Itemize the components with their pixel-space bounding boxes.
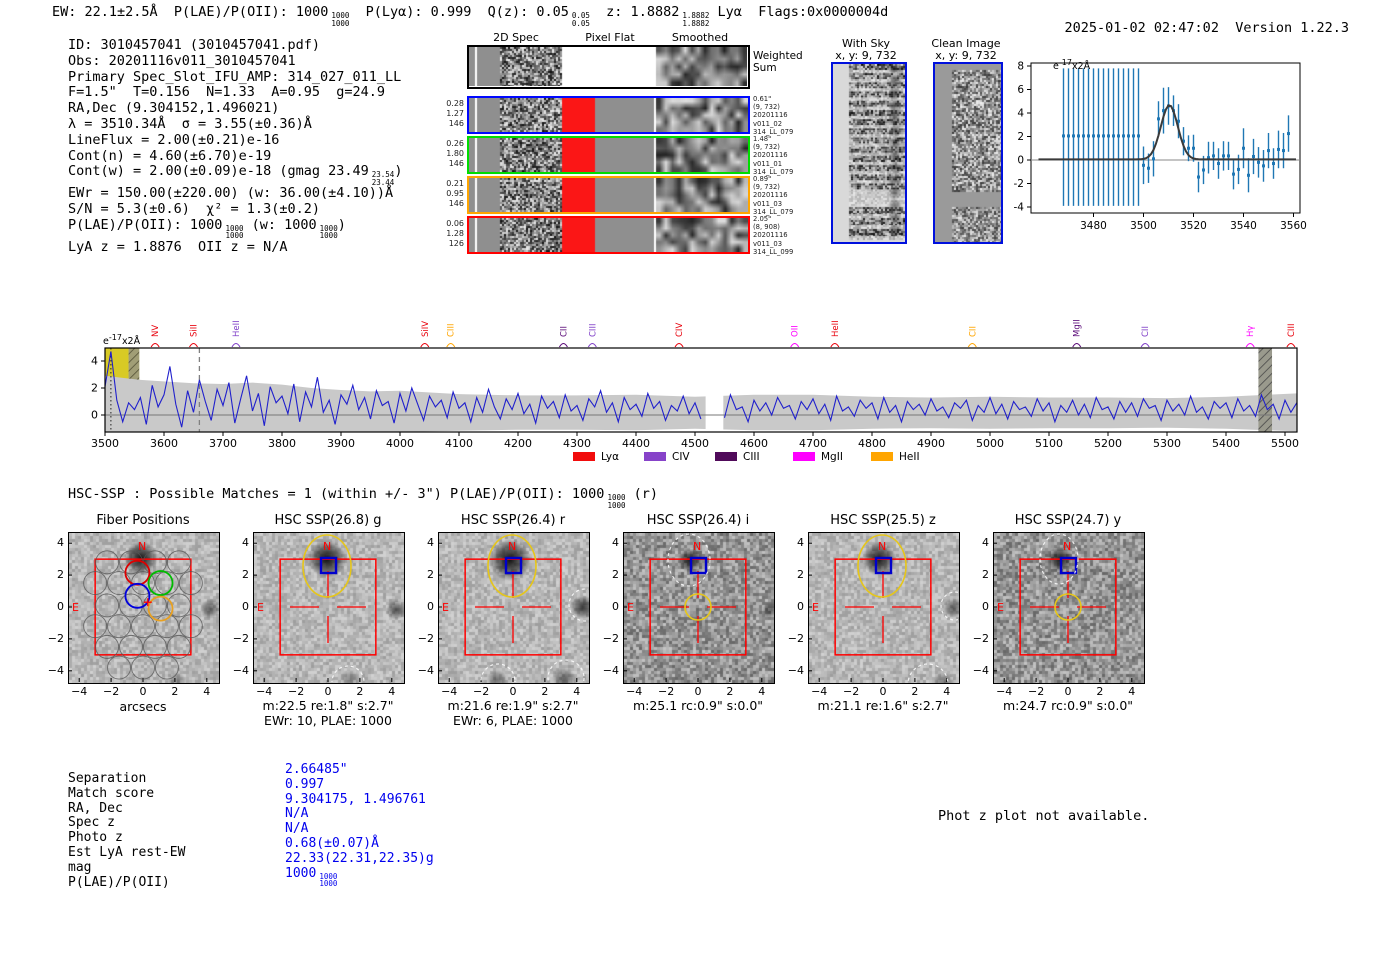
svg-text:N: N — [1063, 540, 1072, 553]
cutout-ytick: 4 — [242, 536, 249, 550]
svg-text:HeII: HeII — [231, 320, 242, 337]
cutout-overlay — [808, 532, 958, 682]
spec2d-header-smoothed: Smoothed — [671, 31, 729, 44]
match-table-value: N/A — [285, 821, 309, 837]
match-table-label: Est LyA rest-EW — [68, 844, 186, 860]
svg-text:3560: 3560 — [1280, 220, 1307, 232]
cutout-title: HSC SSP(26.4) r — [460, 513, 566, 528]
match-table-label: Photo z — [68, 830, 123, 846]
spec2d-row-right-label: 2.05" (8, 908) 20201116 v011_03 314_LL_099 — [753, 215, 794, 256]
svg-text:E: E — [812, 601, 819, 614]
svg-text:3900: 3900 — [327, 437, 355, 450]
svg-text:8: 8 — [1017, 60, 1024, 73]
cutout-xtick: 0 — [509, 685, 517, 698]
svg-text:E: E — [257, 601, 264, 614]
spec2d-header-pixelflat: Pixel Flat — [585, 31, 635, 44]
cutout-ytick: −2 — [47, 631, 64, 645]
svg-text:5400: 5400 — [1212, 437, 1240, 450]
cutout-ytick: 0 — [427, 600, 434, 613]
spec2d-header-2dspec: 2D Spec — [493, 31, 539, 44]
cutout-ytick: 4 — [612, 536, 619, 550]
cutout-ytick: −2 — [972, 631, 989, 645]
cutout-xtick: −2 — [472, 685, 490, 698]
match-table-label: Separation — [68, 771, 147, 786]
withsky-image — [831, 62, 907, 244]
svg-text:4: 4 — [1017, 107, 1024, 120]
cutout-ytick: 4 — [797, 536, 804, 550]
cutout-overlay — [253, 532, 403, 682]
cutout-xtick: 0 — [139, 685, 147, 698]
match-table-value: 0.997 — [285, 776, 325, 792]
spec2d-row — [467, 96, 750, 134]
match-table-value: N/A — [285, 806, 309, 822]
cutout-overlay — [438, 532, 588, 682]
spec2d-weighted-image — [469, 47, 747, 86]
cutout-xtick: −4 — [441, 685, 458, 698]
svg-text:4500: 4500 — [681, 437, 709, 450]
info-line: EWr = 150.00(±220.00) (w: 36.00(±4.10))Å — [68, 185, 394, 202]
svg-text:-4: -4 — [1013, 201, 1024, 214]
info-line: LyA z = 1.8876 OII z = N/A — [68, 238, 288, 255]
cutout-xtick: 2 — [911, 685, 919, 698]
detection-info-block — [68, 38, 402, 256]
cutout-title: HSC SSP(26.4) i — [646, 513, 750, 528]
full-spectrum-plot — [60, 295, 1350, 470]
svg-text:4800: 4800 — [858, 437, 886, 450]
svg-text:4000: 4000 — [386, 437, 414, 450]
match-table-label: RA, Dec — [68, 800, 123, 816]
cutout-xtick: 2 — [1096, 685, 1104, 698]
cutout-xtick: −4 — [996, 685, 1013, 698]
cleanimage-image — [933, 62, 1003, 244]
cutout-title: HSC SSP(26.8) g — [274, 513, 382, 528]
cutout-ytick: 2 — [242, 568, 249, 582]
svg-text:NV: NV — [151, 324, 162, 337]
svg-text:N: N — [693, 540, 702, 553]
cutout-xtick: −4 — [626, 685, 643, 698]
cutout-ytick: 2 — [797, 568, 804, 582]
specplot-units-annotation: $e^{-17}x2Å$ — [103, 333, 141, 348]
match-table-label: P(LAE)/P(OII) — [68, 874, 170, 890]
cutout-xtick: 4 — [1128, 685, 1136, 698]
cutout-caption-photometry: m:25.1 rc:0.9" s:0.0" — [632, 698, 764, 713]
svg-text:SiIV: SiIV — [420, 320, 431, 337]
cutout-ytick: −2 — [417, 631, 434, 645]
stacked-fraction: 1.8882 1.8882 — [682, 11, 710, 28]
stacked-fraction: 1000 1000 — [331, 11, 350, 28]
svg-text:CII: CII — [968, 326, 979, 337]
stacked-fraction: 1000 1000 — [225, 223, 244, 241]
svg-text:4900: 4900 — [917, 437, 945, 450]
cutout-title: Fiber Positions — [96, 513, 190, 528]
match-table-value: 2.66485" — [285, 762, 348, 777]
cutout-xtick: 4 — [573, 685, 581, 698]
info-line: P(LAE)/P(OII): 1000 1000 1000 (w: 1000 1000 1000 ) — [68, 216, 346, 241]
spec2d-row-image — [469, 218, 748, 252]
cutout-xtick: 2 — [356, 685, 364, 698]
svg-text:5500: 5500 — [1271, 437, 1299, 450]
svg-text:5300: 5300 — [1153, 437, 1181, 450]
version-label: Version 1.22.3 — [1235, 20, 1350, 36]
cutout-overlay — [993, 532, 1143, 682]
withsky-title: With Sky x, y: 9, 732 — [835, 37, 897, 62]
cutout-xtick: 2 — [171, 685, 179, 698]
svg-text:CIV: CIV — [675, 322, 686, 337]
cutout-xtick: 0 — [324, 685, 332, 698]
cutout-xtick: 0 — [879, 685, 887, 698]
svg-text:4700: 4700 — [799, 437, 827, 450]
cutout-ytick: 4 — [57, 536, 64, 550]
svg-text:Hγ: Hγ — [1246, 325, 1257, 337]
info-line: Cont(w) = 2.00(±0.09)e-18 (gmag 23.49 23.54 23.44 ) — [68, 163, 403, 187]
info-line: Obs: 20201116v011_3010457041 — [68, 52, 296, 69]
cutout-ytick: 2 — [427, 568, 434, 582]
cutout-overlay — [68, 532, 218, 682]
info-line: λ = 3510.34Å σ = 3.55(±0.36)Å — [68, 115, 312, 132]
cleanimage-title: Clean Image x, y: 9, 732 — [931, 37, 1001, 62]
svg-text:5100: 5100 — [1035, 437, 1063, 450]
svg-text:OII: OII — [790, 325, 801, 337]
svg-text:3520: 3520 — [1180, 220, 1207, 232]
spec2d-row-left-label: 0.21 0.95 146 — [446, 179, 464, 208]
svg-text:0: 0 — [1017, 154, 1024, 167]
cutout-xtick: 4 — [758, 685, 766, 698]
svg-text:CIII: CIII — [1286, 323, 1297, 337]
svg-text:4200: 4200 — [504, 437, 532, 450]
stacked-fraction: 1000 1000 — [319, 223, 338, 241]
photz-note: Phot z plot not available. — [938, 808, 1150, 824]
svg-text:E: E — [72, 601, 79, 614]
svg-text:Lyα: Lyα — [601, 451, 620, 463]
cutout-xtick: −2 — [657, 685, 675, 698]
cutout-ytick: −2 — [787, 631, 804, 645]
spec2d-row-right-label: 0.89" (9, 732) 20201116 v011_03 314_LL_079 — [753, 175, 794, 216]
svg-text:SiII: SiII — [189, 324, 200, 337]
cutout-title: HSC SSP(25.5) z — [830, 513, 936, 528]
fitplot-units-annotation: $e^{-17}x2Å$ — [1053, 58, 1091, 73]
cutout-ytick: 2 — [982, 568, 989, 582]
info-line: F=1.5" T=0.156 N=1.33 A=0.95 g=24.9 — [68, 84, 385, 101]
match-table-values — [285, 763, 434, 888]
svg-text:MgII: MgII — [1072, 319, 1083, 337]
svg-text:4100: 4100 — [445, 437, 473, 450]
svg-text:CIV: CIV — [672, 451, 690, 463]
stacked-fraction: 23.54 23.44 — [371, 170, 395, 187]
cutout-ytick: 0 — [612, 600, 619, 613]
svg-text:3480: 3480 — [1080, 220, 1107, 232]
svg-text:3600: 3600 — [150, 437, 178, 450]
cutout-ytick: −4 — [417, 663, 434, 677]
cutout-ytick: 2 — [57, 568, 64, 582]
svg-text:3700: 3700 — [209, 437, 237, 450]
spec2d-row-right-label: 0.61" (9, 732) 20201116 v011_02 314_LL_079 — [753, 95, 794, 136]
spec2d-row — [467, 136, 750, 174]
svg-text:-2: -2 — [1013, 178, 1024, 190]
svg-text:N: N — [138, 540, 147, 553]
info-line: ID: 3010457041 (3010457041.pdf) — [68, 37, 320, 53]
svg-text:CIII: CIII — [743, 451, 760, 463]
svg-text:HeII: HeII — [830, 320, 841, 337]
svg-text:4300: 4300 — [563, 437, 591, 450]
cutout-xtick: 4 — [943, 685, 951, 698]
cutout-ytick: −4 — [602, 663, 619, 677]
svg-text:N: N — [878, 540, 887, 553]
cutout-xtick: −2 — [1027, 685, 1045, 698]
cutout-xtick: 0 — [1064, 685, 1072, 698]
info-line: LineFlux = 2.00(±0.21)e-16 — [68, 131, 280, 148]
svg-text:CIII: CIII — [588, 323, 599, 337]
svg-text:MgII: MgII — [821, 451, 843, 463]
cutout-ytick: 0 — [982, 600, 989, 613]
cutout-xtick: 0 — [694, 685, 702, 698]
match-table-label: Match score — [68, 785, 155, 801]
match-table-label: mag — [68, 859, 92, 875]
cutout-ytick: −2 — [602, 631, 619, 645]
svg-text:4400: 4400 — [622, 437, 650, 450]
spec2d-row-left-label: 0.06 1.28 126 — [446, 219, 464, 248]
spec2d-rows — [445, 96, 795, 261]
cutout-ytick: 0 — [242, 600, 249, 613]
svg-text:HeII: HeII — [899, 451, 920, 463]
info-line: Cont(n) = 4.60(±6.70)e-19 — [68, 147, 272, 164]
cutout-ytick: −4 — [232, 663, 249, 677]
svg-text:2: 2 — [91, 381, 98, 395]
cutout-caption-ew: EWr: 10, PLAE: 1000 — [264, 713, 392, 728]
svg-text:CII: CII — [559, 326, 570, 337]
cutout-xtick: 4 — [388, 685, 396, 698]
catalog-match-header: HSC-SSP : Possible Matches = 1 (within +/- 3") P(LAE)/P(OII): 1000 1000 1000 (r) — [68, 486, 659, 510]
svg-text:E: E — [997, 601, 1004, 614]
cutout-xtick: 2 — [541, 685, 549, 698]
svg-text:3800: 3800 — [268, 437, 296, 450]
cutout-caption-photometry: m:21.1 re:1.6" s:2.7" — [817, 698, 949, 713]
cutout-caption-photometry: m:22.5 re:1.8" s:2.7" — [262, 698, 394, 713]
svg-text:3540: 3540 — [1230, 220, 1257, 232]
match-table-value: 22.33(22.31,22.35)g — [285, 850, 434, 866]
svg-text:E: E — [442, 601, 449, 614]
spec2d-row-image — [469, 138, 748, 172]
svg-text:3500: 3500 — [91, 437, 119, 450]
stacked-fraction: 1000 1000 — [607, 493, 626, 510]
header-summary: EW: 22.1±2.5Å P(LAE)/P(OII): 1000 1000 1000 P(Lyα): 0.999 Q(z): 0.05 0.05 0.05 z: 1.8882 1.8882 1.8882 Lyα Flags:0x0000004d — [52, 4, 889, 28]
spec2d-row-left-label: 0.28 1.27 146 — [446, 99, 464, 128]
cutout-xtick: −2 — [842, 685, 860, 698]
timestamp: 2025-01-02 02:47:02 — [1064, 20, 1219, 36]
info-line: RA,Dec (9.304152,1.496021) — [68, 100, 280, 117]
cutout-ytick: 0 — [57, 600, 64, 613]
cutout-ytick: 0 — [797, 600, 804, 613]
cutout-overlay — [623, 532, 773, 682]
info-line: S/N = 5.3(±0.6) χ² = 1.3(±0.2) — [68, 201, 320, 218]
svg-text:6: 6 — [1017, 84, 1024, 96]
match-table-labels — [68, 772, 185, 890]
svg-text:N: N — [323, 540, 332, 553]
stacked-fraction: 0.05 0.05 — [571, 11, 590, 28]
svg-text:3500: 3500 — [1130, 220, 1157, 232]
svg-text:5000: 5000 — [976, 437, 1004, 450]
cutout-ytick: −4 — [787, 663, 804, 677]
svg-text:CIII: CIII — [446, 323, 457, 337]
cutout-caption-photometry: m:21.6 re:1.9" s:2.7" — [447, 698, 579, 713]
info-line: Primary Spec_Slot_IFU_AMP: 314_027_011_LL — [68, 68, 402, 85]
cutout-ytick: −4 — [972, 663, 989, 677]
match-table-value: 9.304175, 1.496761 — [285, 791, 426, 807]
match-table-value: 1000 1000 1000 — [285, 865, 338, 889]
svg-text:N: N — [508, 540, 517, 553]
match-table-value: 0.68(±0.07)Å — [285, 835, 379, 851]
spec2d-row-image — [469, 98, 748, 132]
cutout-strip — [0, 505, 1400, 735]
cutout-caption-photometry: m:24.7 rc:0.9" s:0.0" — [1002, 698, 1134, 713]
spec2d-weighted-label: Weighted Sum — [753, 50, 803, 74]
cutout-caption-ew: EWr: 6, PLAE: 1000 — [453, 713, 573, 728]
cutout-ytick: −2 — [232, 631, 249, 645]
cutout-xtick: −4 — [811, 685, 828, 698]
cutout-xlabel: arcsecs — [119, 699, 167, 714]
cutout-xtick: −2 — [102, 685, 120, 698]
cutout-title: HSC SSP(24.7) y — [1014, 513, 1122, 528]
cutout-xtick: −4 — [256, 685, 273, 698]
spec2d-row-left-label: 0.26 1.80 146 — [446, 139, 464, 168]
svg-text:2: 2 — [1017, 131, 1024, 143]
cutout-xtick: −2 — [287, 685, 305, 698]
cutout-ytick: 4 — [982, 536, 989, 550]
spec2d-row — [467, 176, 750, 214]
stacked-fraction: 1000 1000 — [319, 871, 338, 889]
svg-text:E: E — [627, 601, 634, 614]
spec2d-row-image — [469, 178, 748, 212]
spec2d-weighted-row — [467, 45, 750, 89]
match-table-label: Spec z — [68, 815, 115, 831]
svg-text:4: 4 — [91, 354, 98, 368]
spec2d-row-right-label: 1.48" (9, 732) 20201116 v011_01 314_LL_079 — [753, 135, 794, 176]
cutout-ytick: 2 — [612, 568, 619, 582]
cutout-ytick: 4 — [427, 536, 434, 550]
cutout-ytick: −4 — [47, 663, 64, 677]
cutout-xtick: −4 — [71, 685, 88, 698]
svg-text:0: 0 — [91, 408, 98, 422]
svg-text:CII: CII — [1141, 326, 1152, 337]
svg-text:5200: 5200 — [1094, 437, 1122, 450]
cutout-xtick: 2 — [726, 685, 734, 698]
svg-text:4600: 4600 — [740, 437, 768, 450]
cutout-xtick: 4 — [203, 685, 211, 698]
spec2d-row — [467, 216, 750, 254]
